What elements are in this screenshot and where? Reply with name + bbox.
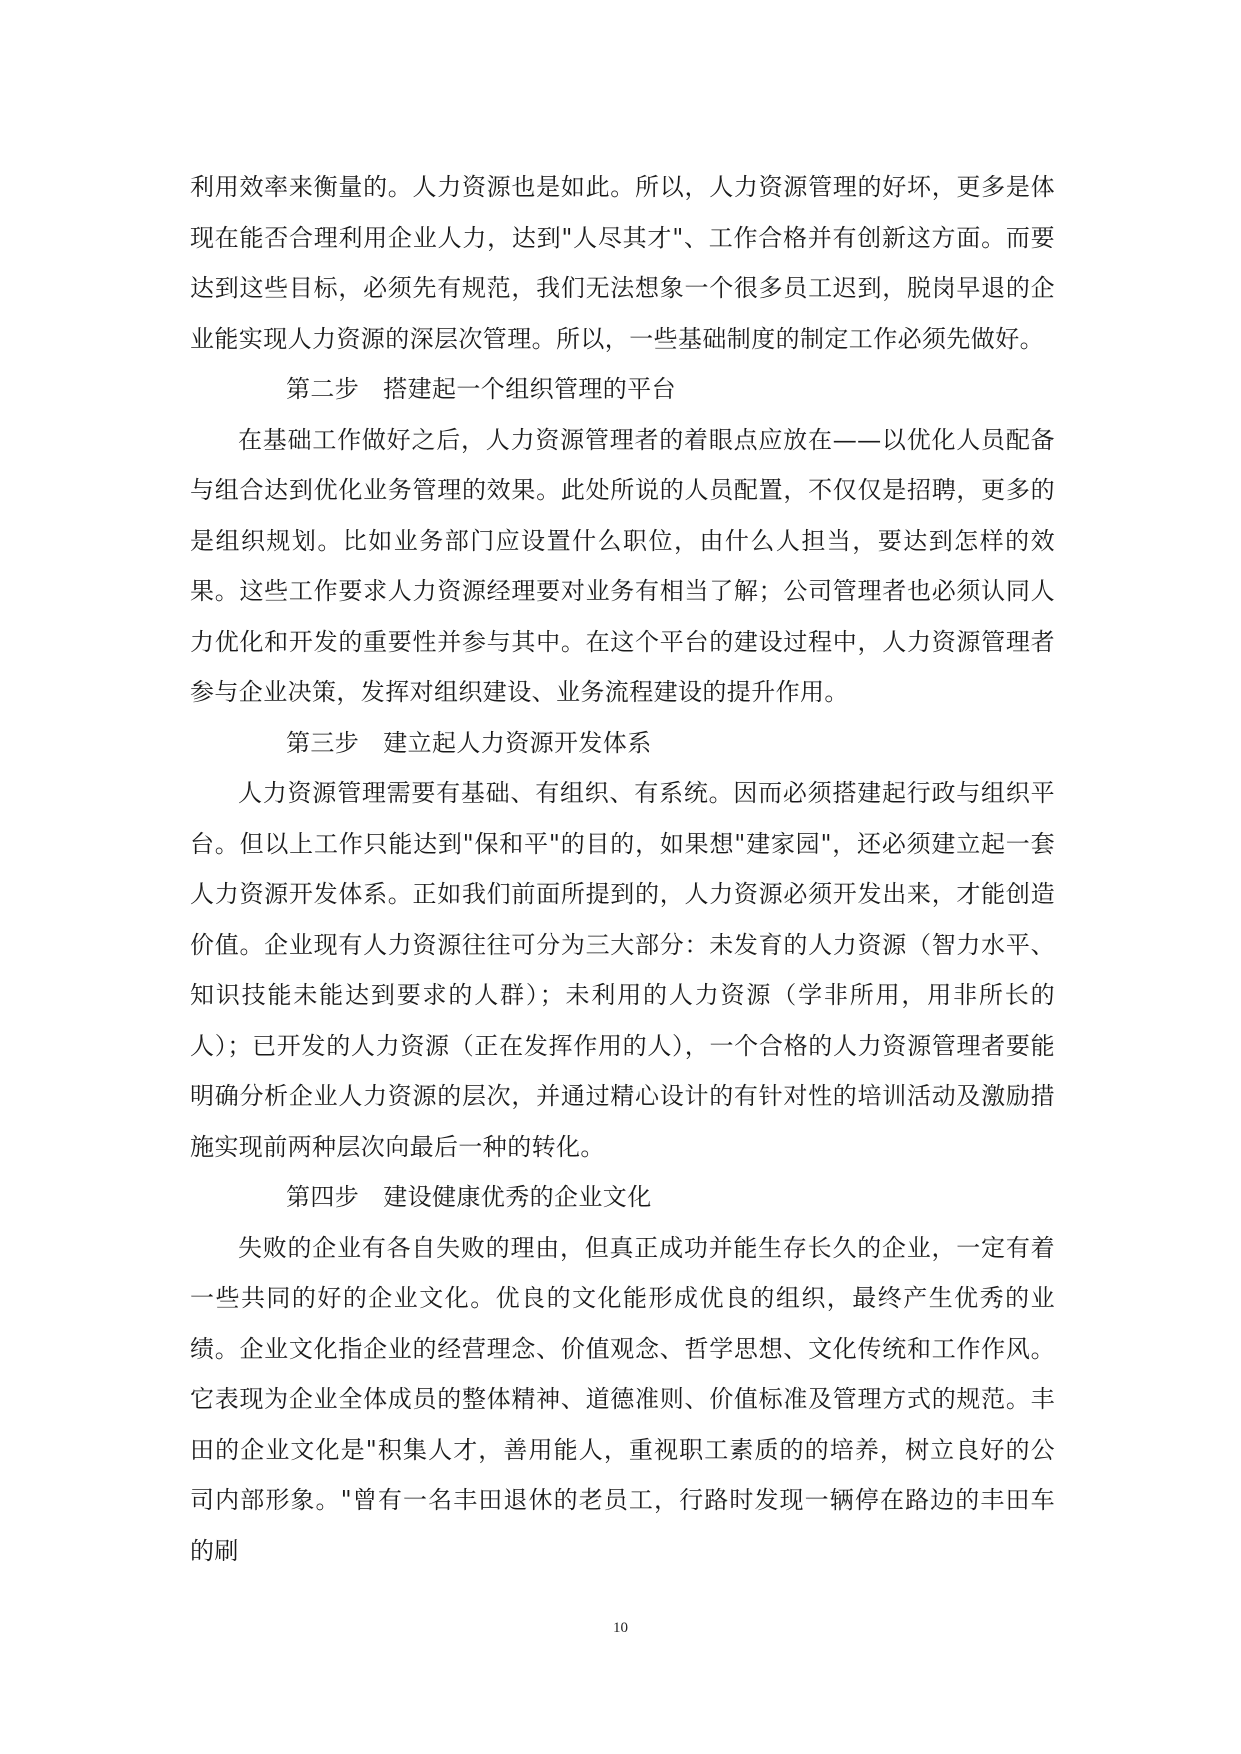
page-number: 10 xyxy=(613,1620,628,1636)
step-title: 建立起人力资源开发体系 xyxy=(383,728,652,757)
paragraph-continuation: 利用效率来衡量的。人力资源也是如此。所以，人力资源管理的好坏，更多是体现在能否合理利用企业人力，达到"人尽其才"、工作合格并有创新这方面。而要达到这些目标，必须先有规范，我们无法想象一个很多员工迟到，脱岗早退的企业能实现人力资源的深层次管理。所以，一些基础制度的制定工作必须先做好。 xyxy=(190,173,1055,353)
paragraph-corporate-culture: 失败的企业有各自失败的理由，但真正成功并能生存长久的企业，一定有着一些共同的好的企业文化。优良的文化能形成优良的组织，最终产生优秀的业绩。企业文化指企业的经营理念、价值观念、哲学思想、文化传统和工作作风。它表现为企业全体成员的整体精神、道德准则、价值标准及管理方式的规范。丰田的企业文化是"积集人才，善用能人，重视职工素质的的培养，树立良好的公司内部形象。"曾有一名丰田退休的老员工，行路时发现一辆停在路边的丰田车的刷 xyxy=(190,1233,1055,1565)
section-heading-step-4 xyxy=(190,1172,1055,1223)
document-body xyxy=(190,162,1055,1576)
step-title: 建设健康优秀的企业文化 xyxy=(383,1183,652,1211)
paragraph-hr-development-system: 人力资源管理需要有基础、有组织、有系统。因而必须搭建起行政与组织平台。但以上工作只能达到"保和平"的目的，如果想"建家园"，还必须建立起一套人力资源开发体系。正如我们前面所提到的，人力资源必须开发出来，才能创造价值。企业现有人力资源往往可分为三大部分：未发育的人力资源（智力水平、知识技能未能达到要求的人群）；未利用的人力资源（学非所用，用非所长的人）；已开发的人力资源（正在发挥作用的人），一个合格的人力资源管理者要能明确分析企业人力资源的层次，并通过精心设计的有针对性的培训活动及激励措施实现前两种层次向最后一种的转化。 xyxy=(190,779,1055,1161)
section-heading-step-2 xyxy=(190,364,1055,415)
section-heading-step-3 xyxy=(190,718,1055,769)
step-label: 第二步 xyxy=(286,375,360,403)
step-label: 第四步 xyxy=(286,1183,360,1211)
paragraph-organization-platform: 在基础工作做好之后，人力资源管理者的着眼点应放在——以优化人员配备与组合达到优化业务管理的效果。此处所说的人员配置，不仅仅是招聘，更多的是组织规划。比如业务部门应设置什么职位，由什么人担当，要达到怎样的效果。这些工作要求人力资源经理要对业务有相当了解；公司管理者也必须认同人力优化和开发的重要性并参与其中。在这个平台的建设过程中，人力资源管理者参与企业决策，发挥对组织建设、业务流程建设的提升作用。 xyxy=(190,425,1055,706)
step-label: 第三步 xyxy=(286,728,360,757)
step-title: 搭建起一个组织管理的平台 xyxy=(383,375,677,403)
